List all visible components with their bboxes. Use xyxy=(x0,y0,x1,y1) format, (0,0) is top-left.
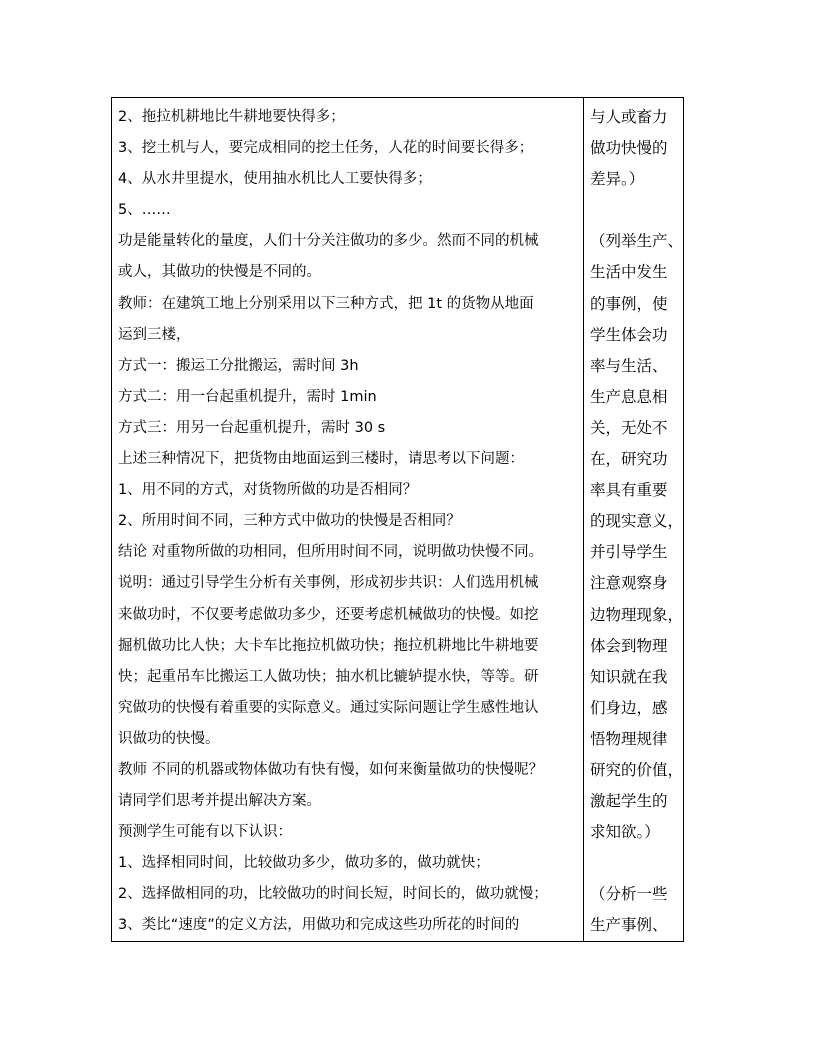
content-line: 或人，其做功的快慢是不同的。 xyxy=(118,264,321,281)
note-line: 悟物理规律 xyxy=(589,729,668,748)
content-line: 来做功时，不仅要考虑做功多少，还要考虑机械做功的快慢。如挖 xyxy=(118,606,539,623)
content-line: 结论 对重物所做的功相同，但所用时间不同，说明做功快慢不同。 xyxy=(118,544,544,561)
note-line: 在，研究功 xyxy=(589,450,668,469)
note-line: 做功快慢的 xyxy=(589,139,668,158)
content-line: 请同学们思考并提出解决方案。 xyxy=(118,793,321,810)
content-line: 3、挖土机与人，要完成相同的挖土任务，人花的时间要长得多； xyxy=(118,140,534,157)
note-line xyxy=(590,195,683,226)
content-line: 1、用不同的方式，对货物所做的功是否相同？ xyxy=(118,482,418,499)
content-line: 2、所用时间不同，三种方式中做功的快慢是否相同？ xyxy=(118,513,461,530)
lesson-table xyxy=(111,97,684,942)
content-line: 3、类比“速度”的定义方法，用做功和完成这些功所花的时间的 xyxy=(118,917,520,934)
note-line: 激起学生的 xyxy=(589,792,668,811)
content-line: 预测学生可能有以下认识： xyxy=(118,824,292,841)
content-line: 说明：通过引导学生分析有关事例，形成初步共识：人们选用机械 xyxy=(118,575,539,592)
content-line: 2、选择做相同的功，比较做功的时间长短，时间长的，做功就慢； xyxy=(118,886,548,903)
content-line: 究做功的快慢有着重要的实际意义。通过实际问题让学生感性地认 xyxy=(118,699,539,716)
design-intent-column xyxy=(584,98,683,941)
content-line: 快；起重吊车比搬运工人做功快；抽水机比辘轳提水快，等等。研 xyxy=(118,668,539,685)
note-line: 生产息息相 xyxy=(589,387,668,406)
note-line: 知识就在我 xyxy=(589,667,668,686)
note-line: 与人或畜力 xyxy=(589,108,668,126)
content-line: 2、拖拉机耕地比牛耕地要快得多； xyxy=(118,109,345,125)
note-line: （分析一些 xyxy=(589,885,668,904)
note-line: 求知欲。） xyxy=(589,823,660,842)
note-line: 关，无处不 xyxy=(589,418,668,437)
note-line xyxy=(590,848,683,879)
note-line: （列举生产、 xyxy=(589,232,683,251)
content-line: 方式二：用一台起重机提升，需时 1min xyxy=(118,388,377,405)
content-line: 5、…… xyxy=(118,202,171,219)
content-line: 1、选择相同时间，比较做功多少，做功多的，做功就快； xyxy=(118,855,490,872)
note-line: 率与生活、 xyxy=(589,356,668,375)
content-line: 功是能量转化的量度，人们十分关注做功的多少。然而不同的机械 xyxy=(118,233,539,250)
teaching-content-column xyxy=(112,98,584,941)
note-line: 学生体会功 xyxy=(589,325,668,344)
note-line: 的现实意义， xyxy=(589,512,683,531)
note-line: 边物理现象， xyxy=(589,605,683,624)
content-line: 上述三种情况下，把货物由地面运到三楼时，请思考以下问题： xyxy=(118,451,524,468)
note-line: 生活中发生 xyxy=(589,263,668,282)
note-line: 的事例，使 xyxy=(589,294,668,313)
note-line: 率具有重要 xyxy=(589,481,668,500)
note-line: 体会到物理 xyxy=(589,636,668,655)
content-line: 教师 不同的机器或物体做功有快有慢，如何来衡量做功的快慢呢？ xyxy=(118,761,544,778)
content-line: 运到三楼， xyxy=(118,326,191,343)
content-line: 4、从水井里提水，使用抽水机比人工要快得多； xyxy=(118,171,432,188)
note-line: 们身边，感 xyxy=(589,698,668,717)
content-line: 教师：在建筑工地上分别采用以下三种方式，把 1t 的货物从地面 xyxy=(118,295,534,312)
content-line: 方式一：搬运工分批搬运，需时间 3h xyxy=(118,357,359,374)
note-line: 差异。） xyxy=(589,170,645,189)
note-line: 研究的价值， xyxy=(589,760,683,779)
note-line: 生产事例、 xyxy=(589,916,668,935)
content-line: 识做功的快慢。 xyxy=(118,730,220,747)
content-line: 方式三：用另一台起重机提升，需时 30 s xyxy=(118,419,386,436)
note-line: 并引导学生 xyxy=(589,543,668,562)
note-line: 注意观察身 xyxy=(589,574,668,593)
content-line: 掘机做功比人快；大卡车比拖拉机做功快；拖拉机耕地比牛耕地要 xyxy=(118,637,539,654)
